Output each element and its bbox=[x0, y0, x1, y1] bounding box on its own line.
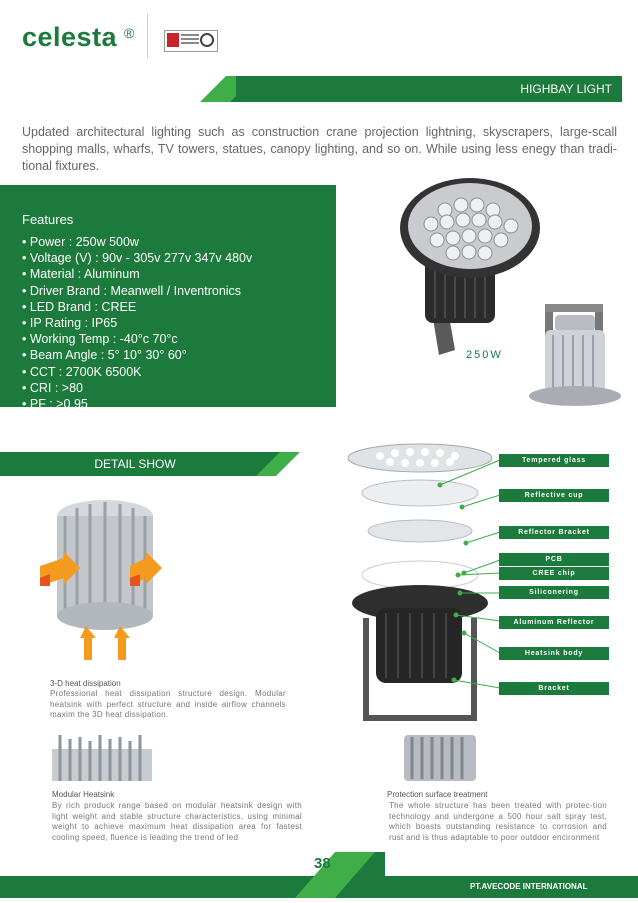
part-label: PCB bbox=[499, 553, 609, 566]
modular-heatsink-image bbox=[52, 735, 152, 781]
intro-paragraph: Updated architectural lighting such as construction crane projection lightning, skyscrapers, large-scall shopping malls, wharfs, TV towers, statues, canopy lighting, and so on. While using less enegy than tradi-tional fixtures. bbox=[22, 125, 617, 173]
feature-item: • Working Temp : -40°c 70°c bbox=[22, 331, 252, 347]
modular-heatsink-title: Modular Heatsink bbox=[52, 790, 115, 799]
part-label: Siliconering bbox=[499, 586, 609, 599]
modular-heatsink-body: By rich produck range based on modular heatsink design with light weight and stable structure characteristics, using minimal weight to achieve maximum heat dissipation area for fastest cooling speed, fluence is leading the trend of led bbox=[52, 801, 302, 842]
protection-title: Protection surface treatment bbox=[387, 790, 488, 799]
part-label: Aluminum Reflector bbox=[499, 616, 609, 629]
part-label: Reflector Bracket bbox=[499, 526, 609, 539]
feature-item: • CRI : >80 bbox=[22, 380, 252, 396]
callout-lines bbox=[440, 455, 505, 695]
footer-bar-left bbox=[0, 876, 335, 898]
features-list bbox=[22, 234, 252, 412]
feature-item: • Voltage (V) : 90v - 305v 277v 347v 480v bbox=[22, 250, 252, 266]
registered-mark: ® bbox=[124, 25, 135, 41]
certification-badge-icon bbox=[164, 30, 218, 52]
part-label: Reflective cup bbox=[499, 489, 609, 502]
part-label: Tempered glass bbox=[499, 454, 609, 467]
part-label: Heatsink body bbox=[499, 647, 609, 660]
feature-item: • Driver Brand : Meanwell / Inventronics bbox=[22, 283, 252, 299]
page-number: 38 bbox=[314, 855, 331, 872]
brand-logo: celesta bbox=[22, 22, 118, 52]
heat-dissipation-body: Professional heat dissipation structure design. Modular heatsink with perfect structure and inside airflow channels maxim the 3D heat dissipation. bbox=[50, 689, 286, 719]
product-wattage-label: 250W bbox=[466, 349, 503, 361]
section-label: HIGHBAY LIGHT bbox=[520, 82, 612, 96]
feature-item: • CCT : 2700K 6500K bbox=[22, 364, 252, 380]
highbay-250w-product-image bbox=[395, 190, 625, 420]
features-title: Features bbox=[22, 212, 74, 227]
feature-item: • Material : Aluminum bbox=[22, 266, 252, 282]
heat-dissipation-title: 3-D heat dissipation bbox=[50, 679, 121, 688]
feature-item: • Beam Angle : 5° 10° 30° 60° bbox=[22, 347, 252, 363]
detail-title: DETAIL SHOW bbox=[94, 457, 176, 471]
feature-item: • Power : 250w 500w bbox=[22, 234, 252, 250]
heatsink-airflow-image bbox=[40, 488, 170, 663]
part-label: CREE chip bbox=[499, 567, 609, 580]
footer-page-accent bbox=[295, 850, 385, 898]
surface-treatment-image bbox=[404, 735, 476, 781]
header-divider bbox=[147, 14, 148, 58]
company-name: PT.AVECODE INTERNATIONAL bbox=[470, 882, 588, 891]
protection-body: The whole structure has been treated with protec-tion technology and undergone a 500 hour salt spray test, which boasts outstanding resistance to corrosion and rust and is thus adaptable to poor outdoor encironment bbox=[389, 801, 607, 842]
part-label: Bracket bbox=[499, 682, 609, 695]
feature-item: • PF : >0.95 bbox=[22, 396, 252, 412]
feature-item: • LED Brand : CREE bbox=[22, 299, 252, 315]
feature-item: • IP Rating : IP65 bbox=[22, 315, 252, 331]
